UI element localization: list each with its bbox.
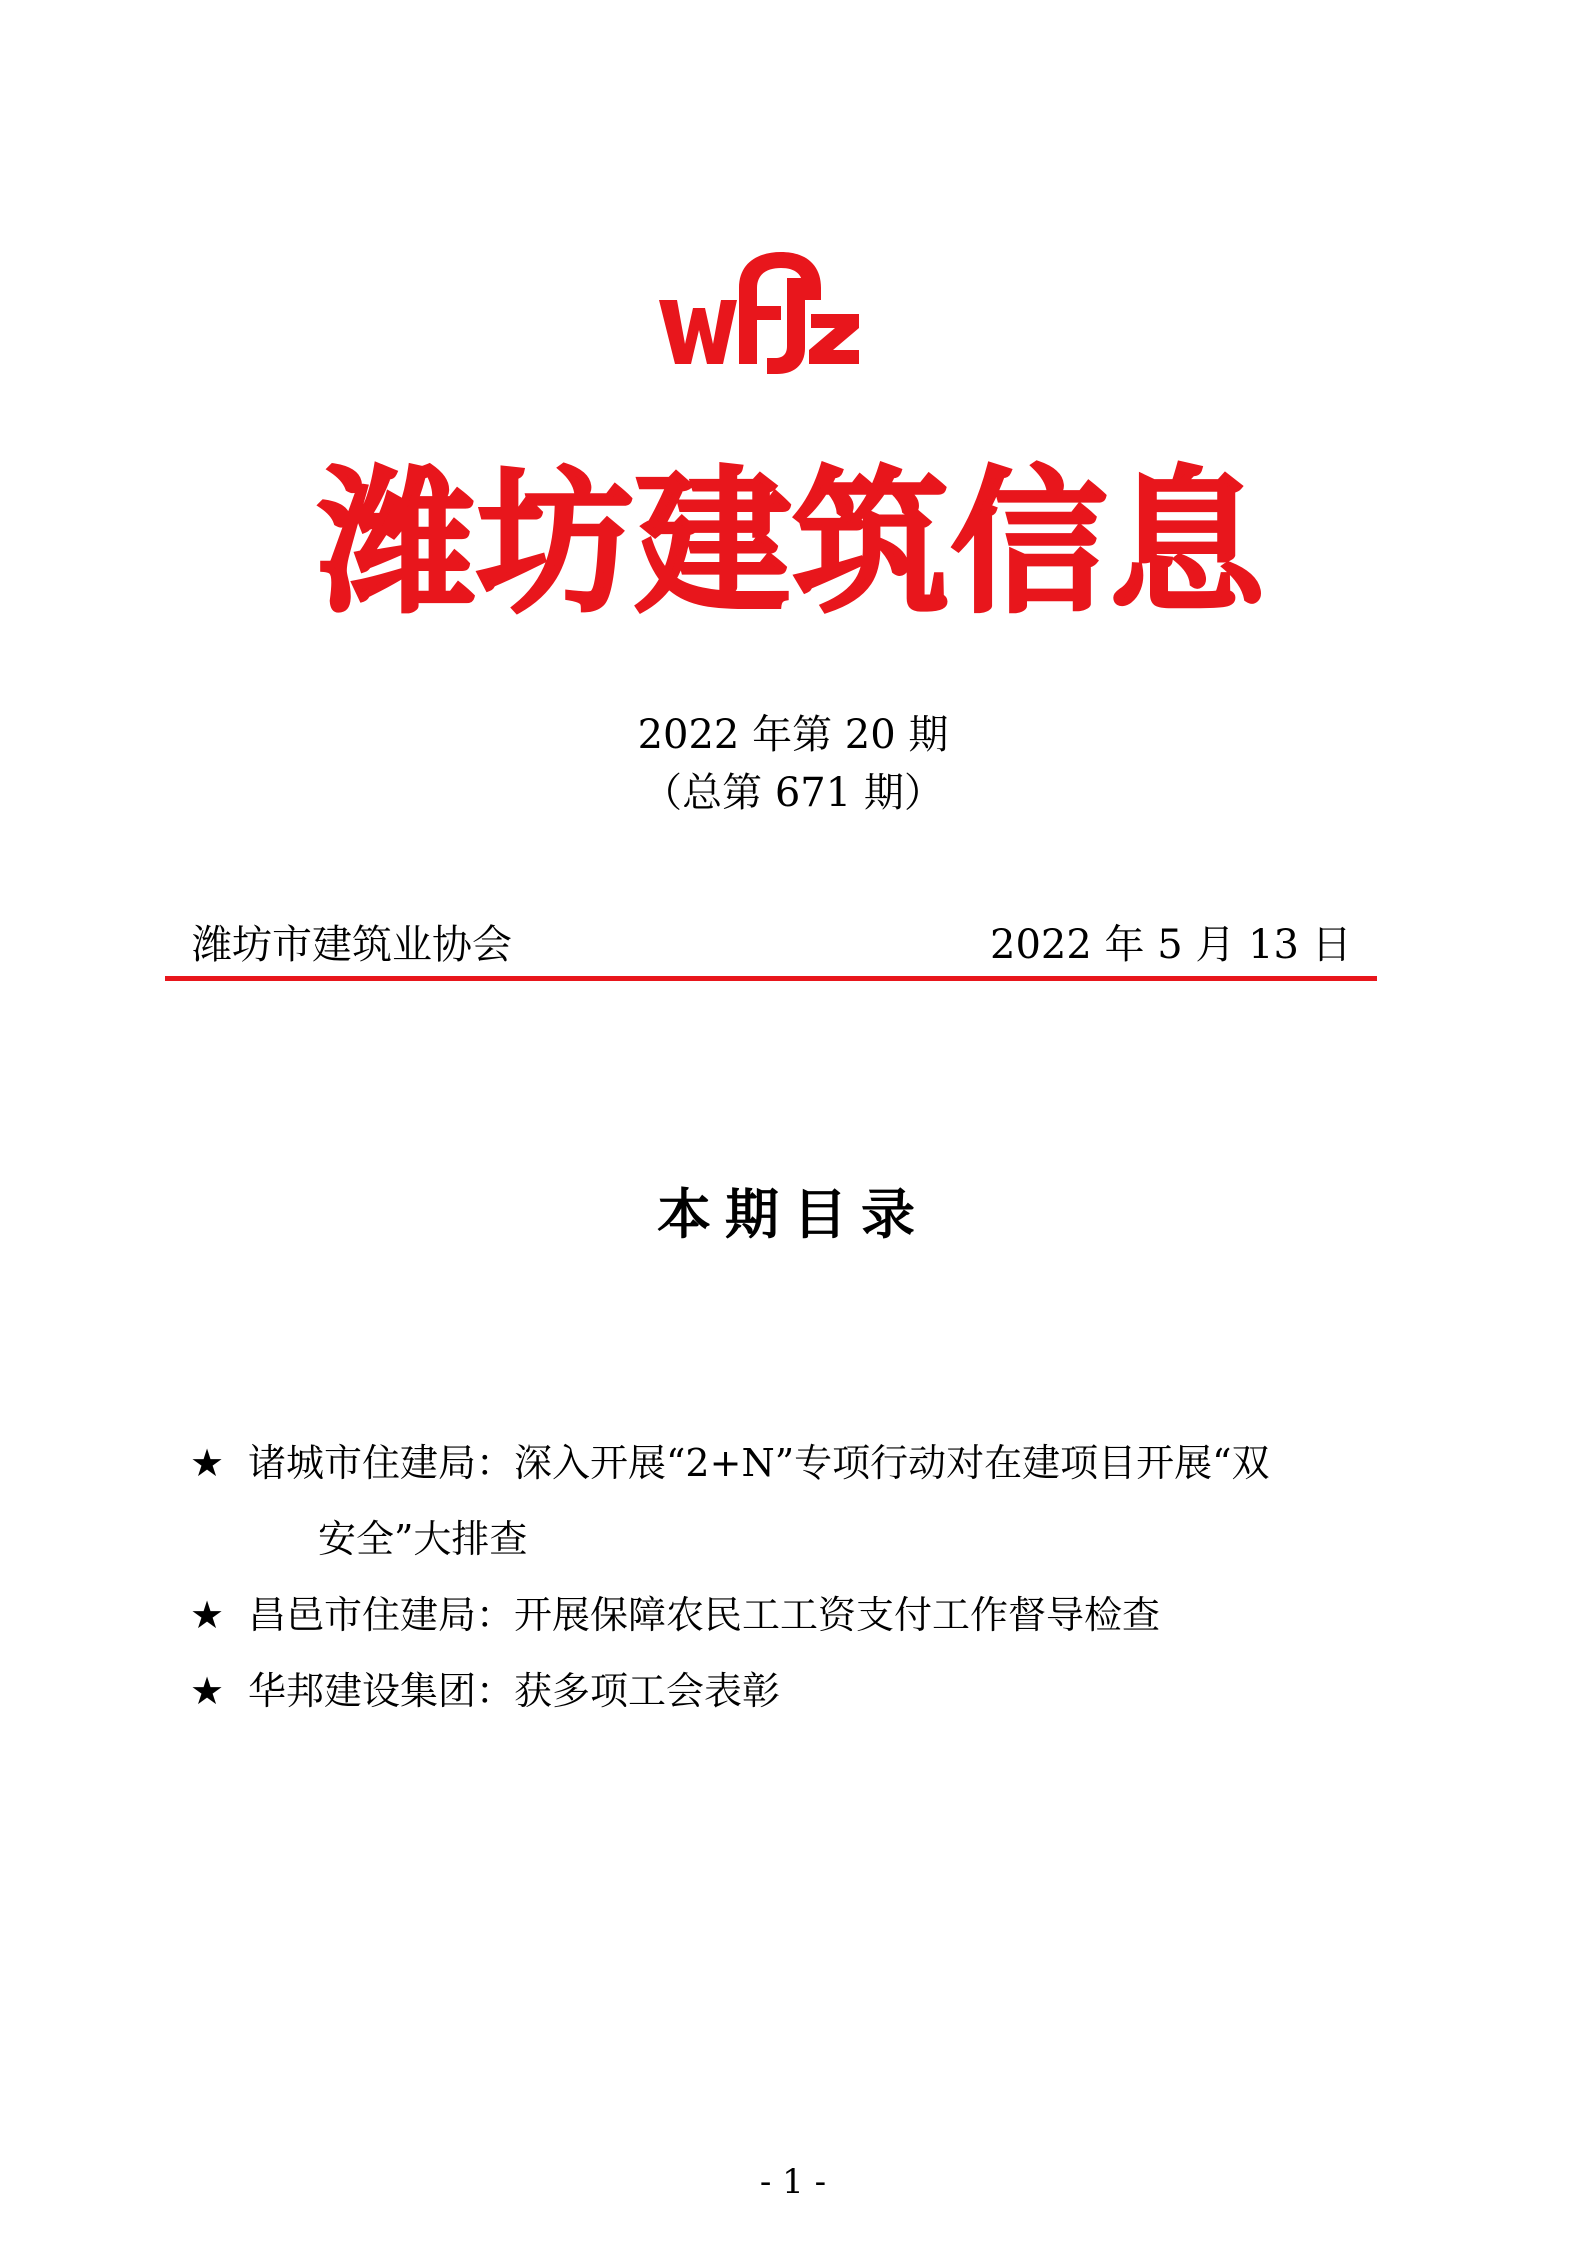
masthead-title: 潍坊建筑信息 (319, 452, 1267, 634)
star-icon: ★ (190, 1441, 225, 1485)
publisher-name: 潍坊市建筑业协会 (192, 922, 512, 968)
toc-item-text: 诸城市住建局：深入开展“2+N”专项行动对在建项目开展“双 (248, 1441, 1270, 1485)
wfjz-logo-icon (655, 248, 863, 378)
issue-total-number: （总第 671 期） (642, 770, 944, 816)
star-icon: ★ (190, 1669, 225, 1713)
issue-number: 2022 年第 20 期 (637, 712, 949, 758)
toc-item-text: 昌邑市住建局：开展保障农民工工资支付工作督导检查 (248, 1593, 1161, 1637)
star-icon: ★ (190, 1593, 225, 1637)
page-number: - 1 - (759, 2162, 827, 2202)
publication-date: 2022 年 5 月 13 日 (990, 922, 1352, 968)
toc-title: 本期目录 (657, 1183, 929, 1246)
table-of-contents (190, 1425, 1420, 1729)
red-divider (165, 976, 1377, 981)
toc-item (190, 1653, 1420, 1729)
toc-item (190, 1577, 1420, 1653)
toc-item-text: 华邦建设集团：获多项工会表彰 (248, 1669, 781, 1713)
toc-item-text-continued: 安全”大排查 (318, 1517, 528, 1561)
toc-item (190, 1425, 1420, 1577)
